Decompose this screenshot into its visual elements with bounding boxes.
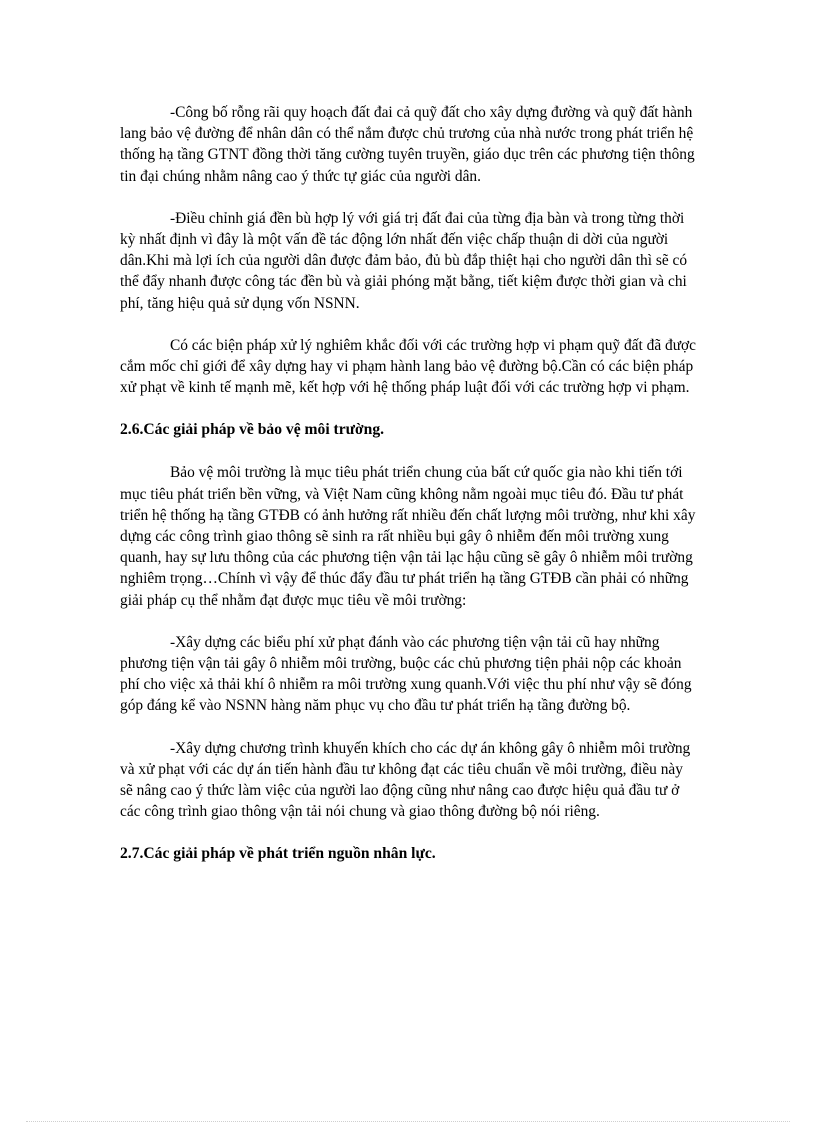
paragraph-compensation: -Điều chỉnh giá đền bù hợp lý với giá trị đất đai của từng địa bàn và trong từng thời kỳ nhất định vì đây là một vấn đề tác động lớn nhất đến việc chấp thuận di dời của người dân.Khi mà lợi ích của người dân được đảm bảo, đủ bù đắp thiệt hại cho người dân thì sẽ có thể đẩy nhanh được công tác đền bù và giải phóng mặt bằng, tiết kiệm được thời gian và chi phí, tăng hiệu quả sử dụng vốn NSNN. [120, 209, 688, 312]
paragraph-land-planning: -Công bố rỗng rãi quy hoạch đất đai cả quỹ đất cho xây dựng đường và quỹ đất hành lang bảo vệ đường để nhân dân có thể nắm được chủ trương của nhà nước trong phát triển hệ thống hạ tầng GTNT đồng thời tăng cường tuyên truyền, giáo dục trên các phương tiện thông tin đại chúng nhằm nâng cao ý thức tự giác của người dân. [120, 104, 695, 185]
page-bottom-rule [26, 1121, 790, 1122]
section-heading-human-resources: 2.7.Các giải pháp về phát triển nguồn nhân lực. [120, 845, 436, 863]
section-heading-environment: 2.6.Các giải pháp về bảo vệ môi trường. [120, 421, 385, 439]
paragraph-environment-intro: Bảo vệ môi trường là mục tiêu phát triển chung của bất cứ quốc gia nào khi tiến tới mục tiêu phát triển bền vững, và Việt Nam cũng không nằm ngoài mục tiêu đó. Đầu tư phát triển hệ thống hạ tầng GTĐB có ảnh hưởng rất nhiều đến chất lượng môi trường, như khi xây dựng các công trình giao thông sẽ sinh ra rất nhiều bụi gây ô nhiễm đến môi trường xung quanh, hay sự lưu thông của các phương tiện vận tải lạc hậu cũng sẽ gây ô nhiễm môi trường nghiêm trọng…Chính vì vậy để thúc đẩy đầu tư phát triển hạ tầng GTĐB cần phải có những giải pháp cụ thể nhằm đạt được mục tiêu về môi trường: [120, 464, 696, 609]
paragraph-violations: Có các biện pháp xử lý nghiêm khắc đối với các trường hợp vi phạm quỹ đất đã được cắm mốc chỉ giới để xây dựng hay vi phạm hành lang bảo vệ đường bộ.Cần có các biện pháp xử phạt về kinh tế mạnh mẽ, kết hợp với hệ thống pháp luật đối với các trường hợp vi phạm. [120, 336, 697, 397]
paragraph-incentive-program: -Xây dựng chương trình khuyến khích cho các dự án không gây ô nhiễm môi trường và xử phạt với các dự án tiến hành đầu tư không đạt các tiêu chuẩn về môi trường, điều này sẽ nâng cao ý thức làm việc của người lao động cũng như nâng cao được hiệu quả đầu tư ở các công trình giao thông vận tải nói chung và giao thông đường bộ nói riêng. [120, 739, 691, 821]
paragraph-penalty-fees: -Xây dựng các biểu phí xử phạt đánh vào các phương tiện vận tải cũ hay những phương tiện vận tải gây ô nhiễm môi trường, buộc các chủ phương tiện phải nộp các khoản phí cho việc xả thải khí ô nhiễm ra môi trường xung quanh.Với việc thu phí như vậy sẽ đóng góp đáng kể vào NSNN hàng năm phục vụ cho đầu tư phát triển hạ tầng đường bộ. [120, 633, 692, 715]
document-page [120, 102, 696, 886]
